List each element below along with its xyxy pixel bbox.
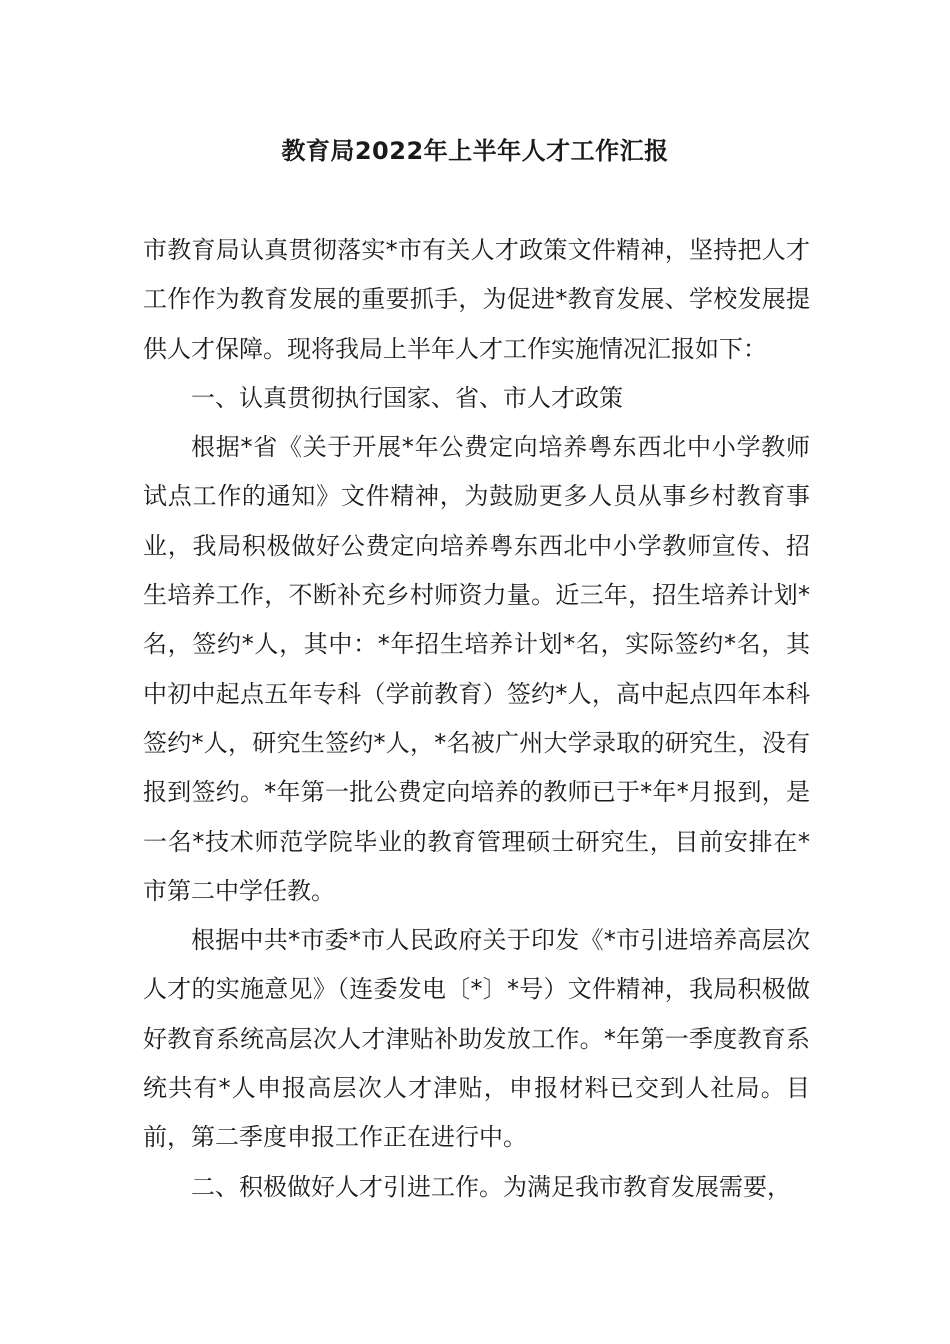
document-title: 教育局2022年上半年人才工作汇报 bbox=[281, 137, 669, 165]
section-heading-1: 一、认真贯彻执行国家、省、市人才政策 bbox=[191, 383, 623, 412]
paragraph-talent-subsidy: 根据中共*市委*市人民政府关于印发《*市引进培养高层次人才的实施意见》（连委发电〔*〕*号）文件精神，我局积极做好教育系统高层次人才津贴补助发放工作。*年第一季度教育系统共有*人申报高层次人才津贴，申报材料已交到人社局。目前，第二季度申报工作正在进行中。 bbox=[143, 926, 810, 1152]
document-body bbox=[143, 226, 810, 1212]
section-heading-2: 二、积极做好人才引进工作。为满足我市教育发展需要， bbox=[191, 1172, 791, 1201]
intro-paragraph: 市教育局认真贯彻落实*市有关人才政策文件精神，坚持把人才工作作为教育发展的重要抓手，为促进*教育发展、学校发展提供人才保障。现将我局上半年人才工作实施情况汇报如下： bbox=[143, 236, 810, 363]
paragraph-teacher-training: 根据*省《关于开展*年公费定向培养粤东西北中小学教师试点工作的通知》文件精神，为鼓励更多人员从事乡村教育事业，我局积极做好公费定向培养粤东西北中小学教师宣传、招生培养工作，不断补充乡村师资力量。近三年，招生培养计划*名，签约*人，其中：*年招生培养计划*名，实际签约*名，其中初中起点五年专科（学前教育）签约*人，高中起点四年本科签约*人，研究生签约*人，*名被广州大学录取的研究生，没有报到签约。*年第一批公费定向培养的教师已于*年*月报到，是一名*技术师范学院毕业的教育管理硕士研究生，目前安排在*市第二中学任教。 bbox=[143, 433, 810, 905]
